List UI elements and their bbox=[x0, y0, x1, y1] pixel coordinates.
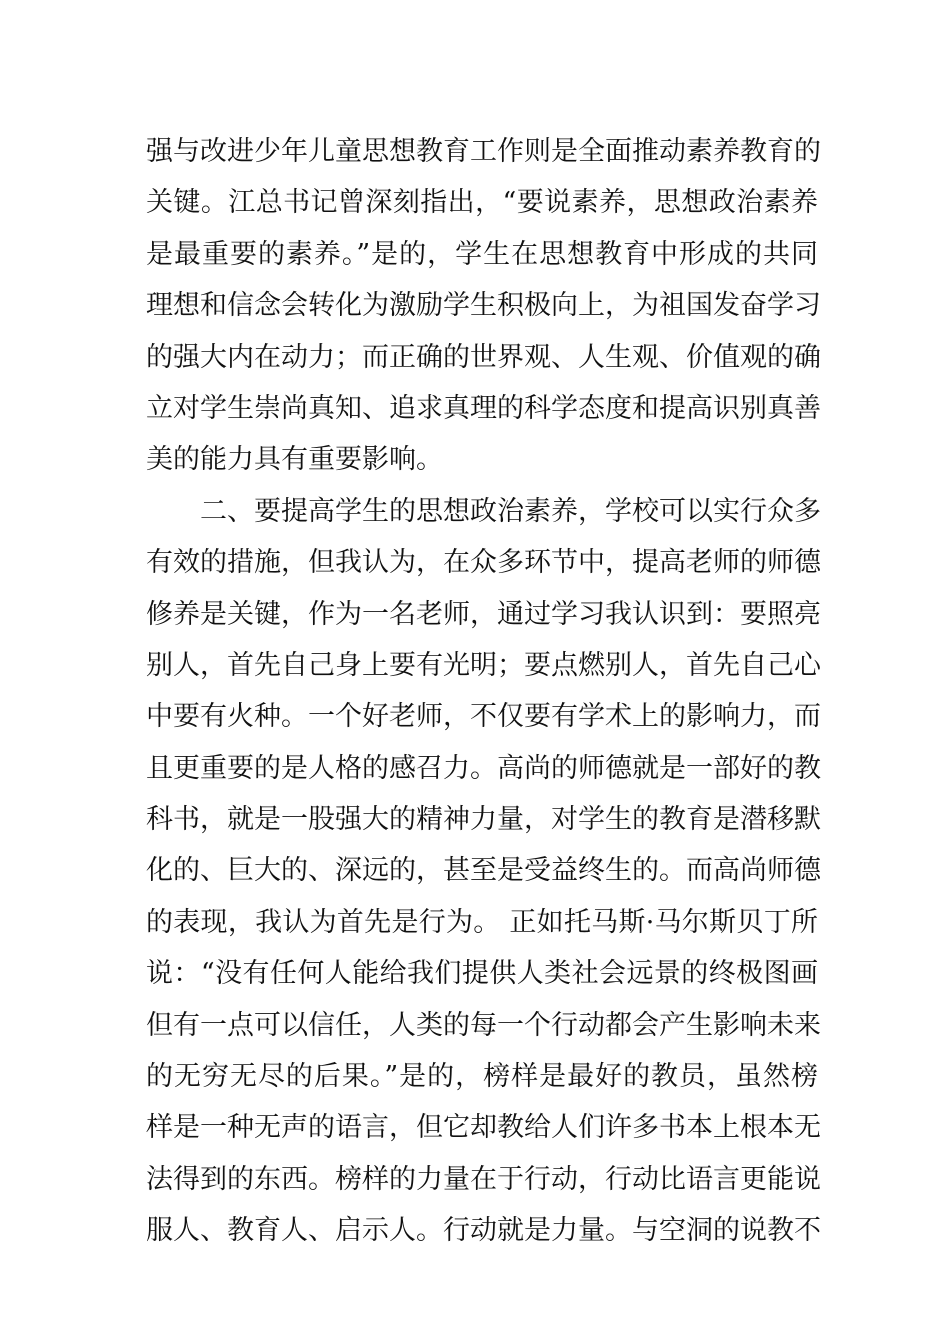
text-line: 关键。江总书记曾深刻指出，“要说素养，思想政治素养 bbox=[146, 187, 818, 219]
document-body bbox=[146, 126, 821, 1257]
text-line: 有效的措施，但我认为，在众多环节中，提高老师的师德 bbox=[146, 547, 821, 579]
text-line: 但有一点可以信任，人类的每一个行动都会产生影响未来 bbox=[146, 1009, 821, 1041]
text-line: 理想和信念会转化为激励学生积极向上，为祖国发奋学习 bbox=[146, 290, 821, 322]
text-line: 二、要提高学生的思想政治素养，学校可以实行众多 bbox=[200, 495, 821, 527]
text-line: 的表现，我认为首先是行为。 正如托马斯·马尔斯贝丁所 bbox=[146, 906, 818, 938]
text-line: 的强大内在动力；而正确的世界观、人生观、价值观的确 bbox=[146, 341, 821, 373]
text-line: 且更重要的是人格的感召力。高尚的师德就是一部好的教 bbox=[146, 752, 821, 784]
text-line: 美的能力具有重要影响。 bbox=[146, 444, 443, 476]
text-line: 化的、巨大的、深远的，甚至是受益终生的。而高尚师德 bbox=[146, 855, 821, 887]
text-line: 强与改进少年儿童思想教育工作则是全面推动素养教育的 bbox=[146, 136, 821, 167]
text-line: 服人、教育人、启示人。行动就是力量。与空洞的说教不 bbox=[146, 1215, 821, 1247]
text-line: 样是一种无声的语言，但它却教给人们许多书本上根本无 bbox=[146, 1112, 821, 1144]
paragraph-2 bbox=[146, 486, 821, 1257]
text-line: 科书，就是一股强大的精神力量，对学生的教育是潜移默 bbox=[146, 804, 821, 836]
text-line: 别人，首先自己身上要有光明；要点燃别人，首先自己心 bbox=[146, 649, 821, 681]
text-line: 立对学生崇尚真知、追求真理的科学态度和提高识别真善 bbox=[146, 392, 821, 424]
paragraph-1 bbox=[146, 126, 821, 486]
text-line: 法得到的东西。榜样的力量在于行动，行动比语言更能说 bbox=[146, 1163, 821, 1195]
text-line: 修养是关键，作为一名老师，通过学习我认识到：要照亮 bbox=[146, 598, 821, 630]
text-line: 是最重要的素养。”是的，学生在思想教育中形成的共同 bbox=[146, 238, 818, 270]
text-line: 中要有火种。一个好老师，不仅要有学术上的影响力，而 bbox=[146, 701, 821, 733]
text-line: 说：“没有任何人能给我们提供人类社会远景的终极图画 bbox=[146, 958, 818, 990]
text-line: 的无穷无尽的后果。”是的，榜样是最好的教员，虽然榜 bbox=[146, 1061, 818, 1093]
